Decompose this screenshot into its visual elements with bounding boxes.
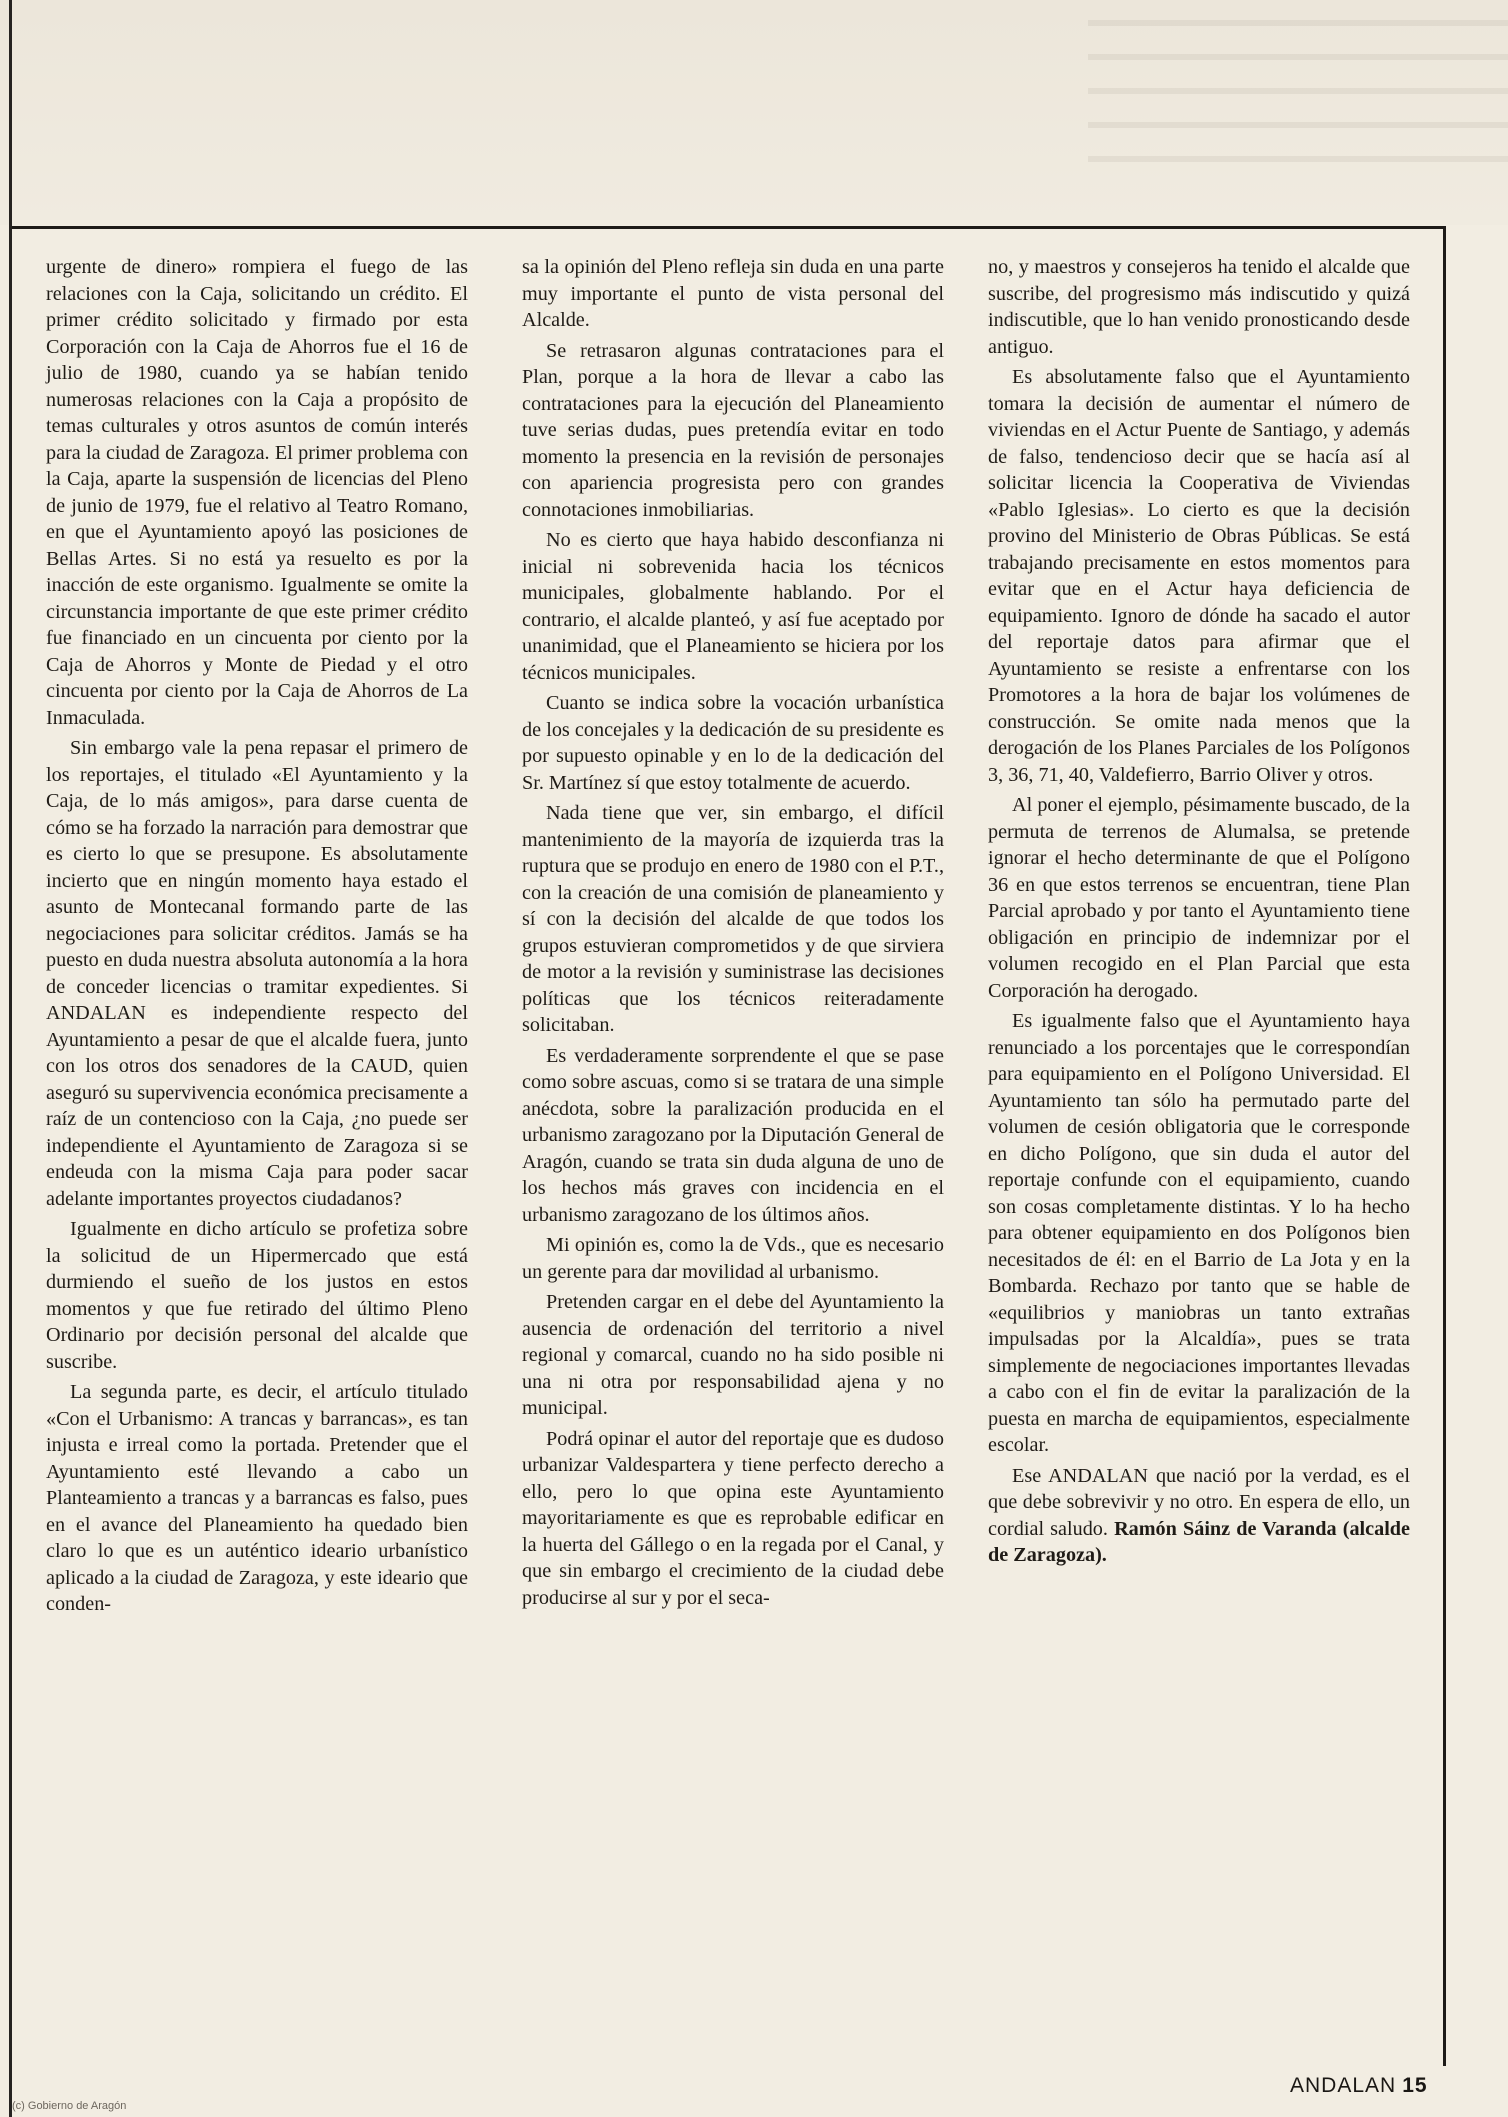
paragraph: urgente de dinero» rompiera el fuego de las relaciones con la Caja, solicitando un crédito. El primer crédito solicitado y firmado por esta Corporación con la Caja de Ahorros fue el 16 de julio de 1980, cuando ya se habían tenido numerosas relaciones con la Caja a propósito de temas culturales y otros asuntos de común interés para la ciudad de Zaragoza. El primer problema con la Caja, aparte la suspensión de licencias del Pleno de junio de 1979, fue el relativo al Teatro Romano, en que el Ayuntamiento apoyó las posiciones de Bellas Artes. Si no está ya resuelto es por la inacción de este organismo. Igualmente se omite la circunstancia importante de que este primer crédito fue financiado en un cincuenta por ciento por la Caja de Ahorros y Monte de Piedad y el otro cincuenta por ciento por la Caja de Ahorros de La Inmaculada. [46, 256, 468, 729]
text-column-3 [988, 254, 1410, 1573]
paragraph: Igualmente en dicho artículo se profetiza sobre la solicitud de un Hipermercado que está durmiendo el sueño de los justos en estos momentos y que fue retirado del último Pleno Ordinario por decisión personal del alcalde que suscribe. [46, 1218, 468, 1373]
paragraph: Al poner el ejemplo, pésimamente buscado, de la permuta de terrenos de Alumalsa, se pretende ignorar el hecho determinante de que el Polígono 36 en que estos terrenos se encuentran, tiene Plan Parcial aprobado y por tanto el Ayuntamiento tiene obligación en principio de indemnizar por el volumen recogido en el Plan Parcial que esta Corporación ha derogado. [988, 794, 1410, 1002]
closing-paragraph [988, 1463, 1410, 1569]
paragraph: Sin embargo vale la pena repasar el primero de los reportajes, el titulado «El Ayuntamiento y la Caja, de lo más amigos», para darse cuenta de cómo se ha forzado la narración para demostrar que es cierto lo que se presupone. Es absolutamente incierto que en ningún momento haya estado el asunto de Montecanal formando parte de las negociaciones para solicitar créditos. Jamás se ha puesto en duda nuestra absoluta autonomía a la hora de conceder licencias o tramitar expedientes. Si ANDALAN es independiente respecto del Ayuntamiento a pesar de que el alcalde fuera, junto con los otros dos senadores de la CAUD, quien aseguró su supervivencia económica precisamente a raíz de un contencioso con la Caja, ¿no puede ser independiente el Ayuntamiento de Zaragoza si se endeuda con la misma Caja para poder sacar adelante importantes proyectos ciudadanos? [46, 737, 468, 1210]
paragraph: Nada tiene que ver, sin embargo, el difícil mantenimiento de la mayoría de izquierda tras la ruptura que se produjo en enero de 1980 con el P.T., con la creación de una comisión de planeamiento y sí con la decisión del alcalde de que todos los grupos estuvieran comprometidos y de que sirviera de motor a la revisión y suministrase las decisiones políticas que los técnicos reiteradamente solicitaban. [522, 802, 944, 1036]
paragraph: Mi opinión es, como la de Vds., que es necesario un gerente para dar movilidad al urbanismo. [522, 1234, 944, 1283]
paragraph: Es igualmente falso que el Ayuntamiento haya renunciado a los porcentajes que le correspondían para equipamiento en el Polígono Universidad. El Ayuntamiento tan sólo ha permutado parte del volumen de cesión obligatoria que le corresponde en dicho Polígono, que sin duda el autor del reportaje confunde con el equipamiento, cuando son cosas completamente distintas. Y lo ha hecho para obtener equipamiento en dos Polígonos bien necesitados de él: en el Barrio de La Jota y en la Bombarda. Rechazo por tanto que se hable de «equilibrios y maniobras un tanto extrañas impulsadas por la Alcaldía», pues se trata simplemente de negociaciones importantes llevadas a cabo con el fin de evitar la paralización de la puesta en marcha de equipamientos, especialmente escolar. [988, 1010, 1410, 1456]
paragraph: No es cierto que haya habido desconfianza ni inicial ni sobrevenida hacia los técnicos municipales, globalmente hablando. Por el contrario, el alcalde planteó, y así fue aceptado por unanimidad, que el Planeamiento se hiciera por los técnicos municipales. [522, 529, 944, 684]
previous-page-bleed [0, 0, 1508, 225]
paragraph: Es verdaderamente sorprendente el que se pase como sobre ascuas, como si se tratara de una simple anécdota, sobre la paralización producida en el urbanismo zaragozano por la Diputación General de Aragón, cuando se trata sin duda alguna de uno de los hechos más graves con incidencia en el urbanismo zaragozano de los últimos años. [522, 1044, 944, 1226]
paragraph: La segunda parte, es decir, el artículo titulado «Con el Urbanismo: A trancas y barrancas», es tan injusta e irreal como la portada. Pretender que el Ayuntamiento esté llevando a cabo un Planteamiento a trancas y a barrancas es falso, pues en el avance del Planeamiento ha quedado bien claro lo que es un auténtico ideario urbanístico aplicado a la ciudad de Zaragoza, y este ideario que conden- [46, 1381, 468, 1615]
archive-credit: (c) Gobierno de Aragón [12, 2100, 127, 2112]
paragraph: Podrá opinar el autor del reportaje que es dudoso urbanizar Valdespartera y tiene perfecto derecho a ello, pero lo que opina este Ayuntamiento mayoritariamente es que es reprobable edificar en la huerta del Gállego o en la regada por el Canal, y que sin embargo el crecimiento de la ciudad debe producirse al sur y por el seca- [522, 1427, 944, 1609]
magazine-name: ANDALAN [1290, 2074, 1397, 2097]
text-column-2 [522, 254, 944, 1615]
paragraph: Cuanto se indica sobre la vocación urbanística de los concejales y la dedicación de su presidente es por supuesto opinable y en lo de la dedicación del Sr. Martínez sí que estoy totalmente de acuerdo. [522, 692, 944, 794]
paragraph: Se retrasaron algunas contrataciones para el Plan, porque a la hora de llevar a cabo las contrataciones para la ejecución del Planeamiento tuve serias dudas, pues pretendía evitar en todo momento la presencia en la revisión de personajes con apariencia progresista pero con grandes connotaciones inmobiliarias. [522, 339, 944, 521]
page-footer [1290, 2074, 1440, 2098]
signature: Ramón Sáinz de Varanda (alcalde de Zaragoza). [988, 1517, 1410, 1566]
paragraph: no, y maestros y consejeros ha tenido el alcalde que suscribe, del progresismo más indiscutido y quizá indiscutible, que lo han venido pronosticando desde antiguo. [988, 256, 1410, 358]
text-column-1 [46, 254, 468, 1622]
paragraph: Es absolutamente falso que el Ayuntamiento tomara la decisión de aumentar el número de viviendas en el Actur Puente de Santiago, y además de falso, tendencioso decir que se hacía así al solicitar licencia la Cooperativa de Viviendas «Pablo Iglesias». Lo cierto es que la decisión provino del Ministerio de Obras Públicas. Se está trabajando precisamente en estos momentos para evitar que en el Actur haya deficiencia de equipamiento. Ignoro de dónde ha sacado el autor del reportaje datos para afirmar que el Ayuntamiento se resiste a enfrentarse con los Promotores a la hora de bajar los volúmenes de construcción. Se omite nada menos que la derogación de los Planes Parciales de los Polígonos 3, 36, 71, 40, Valdefierro, Barrio Oliver y otros. [988, 366, 1410, 786]
paragraph: Pretenden cargar en el debe del Ayuntamiento la ausencia de ordenación del territorio a nivel regional y comarcal, cuando no ha sido posible ni una ni otra por responsabilidad ajena y no municipal. [522, 1291, 944, 1419]
closing-text: Ese ANDALAN que nació por la verdad, es el que debe sobrevivir y no otro. En espera de ello, un cordial saludo. [988, 1464, 1410, 1540]
paragraph: sa la opinión del Pleno refleja sin duda en una parte muy importante el punto de vista personal del Alcalde. [522, 256, 944, 331]
page-number: 15 [1402, 2074, 1428, 2097]
